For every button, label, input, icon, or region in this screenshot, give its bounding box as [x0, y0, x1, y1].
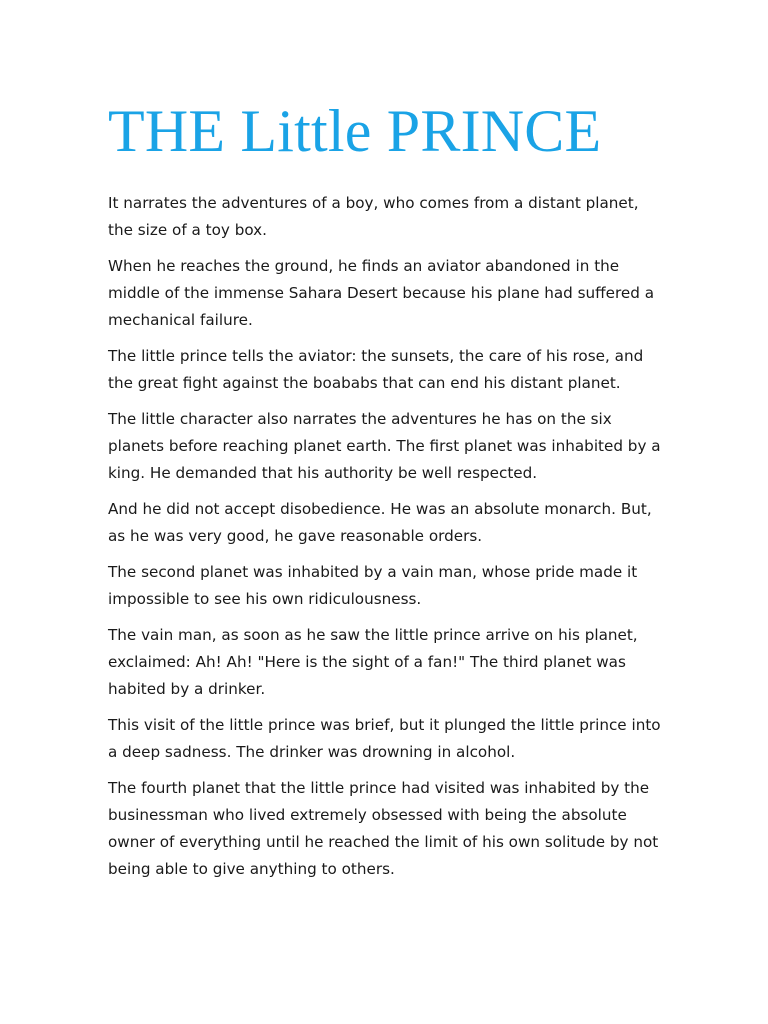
paragraph: When he reaches the ground, he finds an aviator abandoned in the middle of the immense Sahara Desert because his plane had suffered a mechanical failure. [108, 257, 655, 329]
paragraph: The second planet was inhabited by a vain man, whose pride made it impossible to see his own ridiculousness. [108, 563, 638, 608]
paragraph: The fourth planet that the little prince had visited was inhabited by the businessman who lived extremely obsessed with being the absolute owner of everything until he reached the limit of his own solitude by not being able to give anything to others. [108, 779, 659, 878]
paragraph: The little character also narrates the adventures he has on the six planets before reaching planet earth. The first planet was inhabited by a king. He demanded that his authority be well respected. [108, 410, 661, 482]
paragraph: And he did not accept disobedience. He was an absolute monarch. But, as he was very good, he gave reasonable orders. [108, 500, 652, 545]
paragraph: The little prince tells the aviator: the sunsets, the care of his rose, and the great fight against the boababs that can end his distant planet. [108, 347, 644, 392]
paragraph: The vain man, as soon as he saw the little prince arrive on his planet, exclaimed: Ah! Ah! "Here is the sight of a fan!" The third planet was habited by a drinker. [108, 626, 638, 698]
paragraph: It narrates the adventures of a boy, who comes from a distant planet, the size of a toy box. [108, 194, 639, 239]
paragraph: This visit of the little prince was brief, but it plunged the little prince into a deep sadness. The drinker was drowning in alcohol. [108, 716, 661, 761]
document-body [108, 190, 668, 883]
document-title: THE Little PRINCE [108, 98, 602, 164]
